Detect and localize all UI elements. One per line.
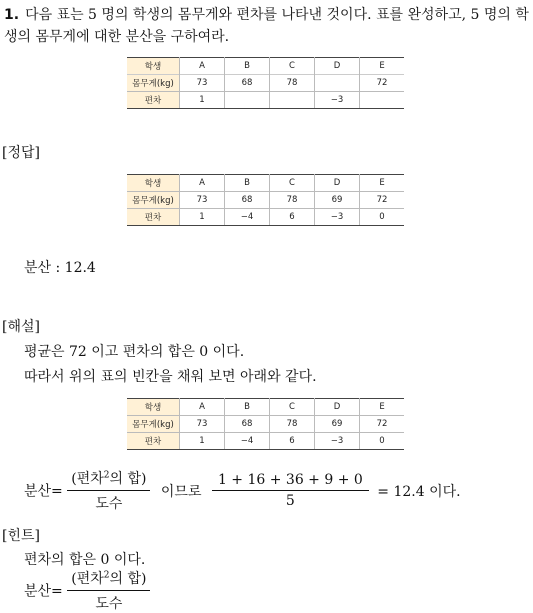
calculation-fraction: [212, 472, 369, 509]
calc-denominator: 5: [285, 493, 295, 509]
header-cell: 학생: [127, 175, 180, 192]
row-label: 몸무게(kg): [127, 416, 180, 433]
weight-cell: 68: [225, 416, 270, 433]
table-row-weight: [127, 416, 404, 433]
header-cell: C: [270, 399, 315, 416]
row-label: 편차: [127, 92, 180, 109]
hint-line-1: 편차의 합은 0 이다.: [24, 552, 146, 568]
header-cell: 학생: [127, 399, 180, 416]
hint-frac-numerator-a: (편차: [71, 571, 104, 587]
header-cell: D: [315, 399, 360, 416]
explanation-line-2: 따라서 위의 표의 빈칸을 채워 보면 아래와 같다.: [24, 369, 317, 385]
answer-table: [127, 174, 404, 226]
weight-cell: [315, 75, 360, 92]
header-cell: E: [360, 58, 405, 75]
hint-frac-denominator: 도수: [95, 596, 123, 612]
header-cell: C: [270, 58, 315, 75]
weight-cell: 72: [360, 75, 405, 92]
weight-cell: 78: [270, 192, 315, 209]
table-row-header: [127, 175, 404, 192]
question-text: 다음 표는 5 명의 학생의 몸무게와 편차를 나타낸 것이다. 표를 완성하고, 5 명의 학생의 몸무게에 대한 분산을 구하여라.: [4, 7, 529, 45]
formula-result: = 12.4 이다.: [377, 483, 461, 500]
row-label: 몸무게(kg): [127, 192, 180, 209]
header-cell: C: [270, 175, 315, 192]
hint-fraction: [67, 568, 150, 613]
weight-cell: 69: [315, 416, 360, 433]
calc-numerator: 1 + 16 + 36 + 9 + 0: [212, 472, 369, 491]
header-cell: B: [225, 399, 270, 416]
deviation-cell: −3: [315, 92, 360, 109]
question: [4, 4, 530, 48]
frac-numerator-a: (편차: [71, 471, 104, 487]
header-cell: 학생: [127, 58, 180, 75]
deviation-cell: [270, 92, 315, 109]
table-row-header: [127, 58, 404, 75]
weight-cell: 73: [180, 416, 225, 433]
question-number: 1.: [4, 7, 20, 23]
hint-frac-numerator-sup: 2: [103, 570, 110, 581]
deviation-cell: [225, 92, 270, 109]
table-row-weight: [127, 75, 404, 92]
header-cell: D: [315, 175, 360, 192]
explanation-label: [해설]: [2, 319, 40, 335]
table-row-deviation: [127, 209, 404, 226]
row-label: 편차: [127, 209, 180, 226]
weight-cell: 73: [180, 75, 225, 92]
hint-frac-numerator-b: 의 합): [109, 571, 147, 587]
row-label: 편차: [127, 433, 180, 450]
hint-label: [힌트]: [2, 528, 40, 544]
deviation-cell: −3: [315, 433, 360, 450]
explanation-table: [127, 398, 404, 450]
frac-numerator-b: 의 합): [109, 471, 147, 487]
hint-formula: [24, 568, 150, 613]
formula-middle: 이므로: [160, 483, 202, 500]
weight-cell: 72: [360, 416, 405, 433]
row-label: 몸무게(kg): [127, 75, 180, 92]
deviation-cell: 1: [180, 209, 225, 226]
deviation-cell: −4: [225, 209, 270, 226]
frac-denominator: 도수: [95, 496, 123, 512]
deviation-cell: 1: [180, 92, 225, 109]
weight-cell: 69: [315, 192, 360, 209]
deviation-cell: −4: [225, 433, 270, 450]
deviation-cell: 6: [270, 433, 315, 450]
header-cell: A: [180, 58, 225, 75]
weight-cell: 68: [225, 192, 270, 209]
weight-cell: 78: [270, 75, 315, 92]
header-cell: B: [225, 58, 270, 75]
deviation-cell: −3: [315, 209, 360, 226]
frac-numerator-sup: 2: [103, 470, 110, 481]
deviation-cell: 6: [270, 209, 315, 226]
table-row-deviation: [127, 433, 404, 450]
question-table: [127, 57, 404, 109]
deviation-cell: 0: [360, 433, 405, 450]
weight-cell: 68: [225, 75, 270, 92]
table-row-deviation: [127, 92, 404, 109]
variance-formula: [24, 468, 461, 513]
header-cell: B: [225, 175, 270, 192]
deviation-cell: 0: [360, 209, 405, 226]
deviation-cell: 1: [180, 433, 225, 450]
table-row-header: [127, 399, 404, 416]
header-cell: E: [360, 399, 405, 416]
weight-cell: 72: [360, 192, 405, 209]
header-cell: E: [360, 175, 405, 192]
header-cell: A: [180, 175, 225, 192]
weight-cell: 73: [180, 192, 225, 209]
header-cell: D: [315, 58, 360, 75]
deviation-cell: [360, 92, 405, 109]
hint-formula-prefix: 분산=: [24, 583, 63, 600]
table-row-weight: [127, 192, 404, 209]
answer-label: [정답]: [2, 145, 40, 161]
header-cell: A: [180, 399, 225, 416]
answer-result: 분산 : 12.4: [24, 260, 96, 276]
weight-cell: 78: [270, 416, 315, 433]
variance-definition-fraction: [67, 468, 150, 513]
formula-prefix: 분산=: [24, 483, 63, 500]
explanation-line-1: 평균은 72 이고 편차의 합은 0 이다.: [24, 344, 245, 360]
